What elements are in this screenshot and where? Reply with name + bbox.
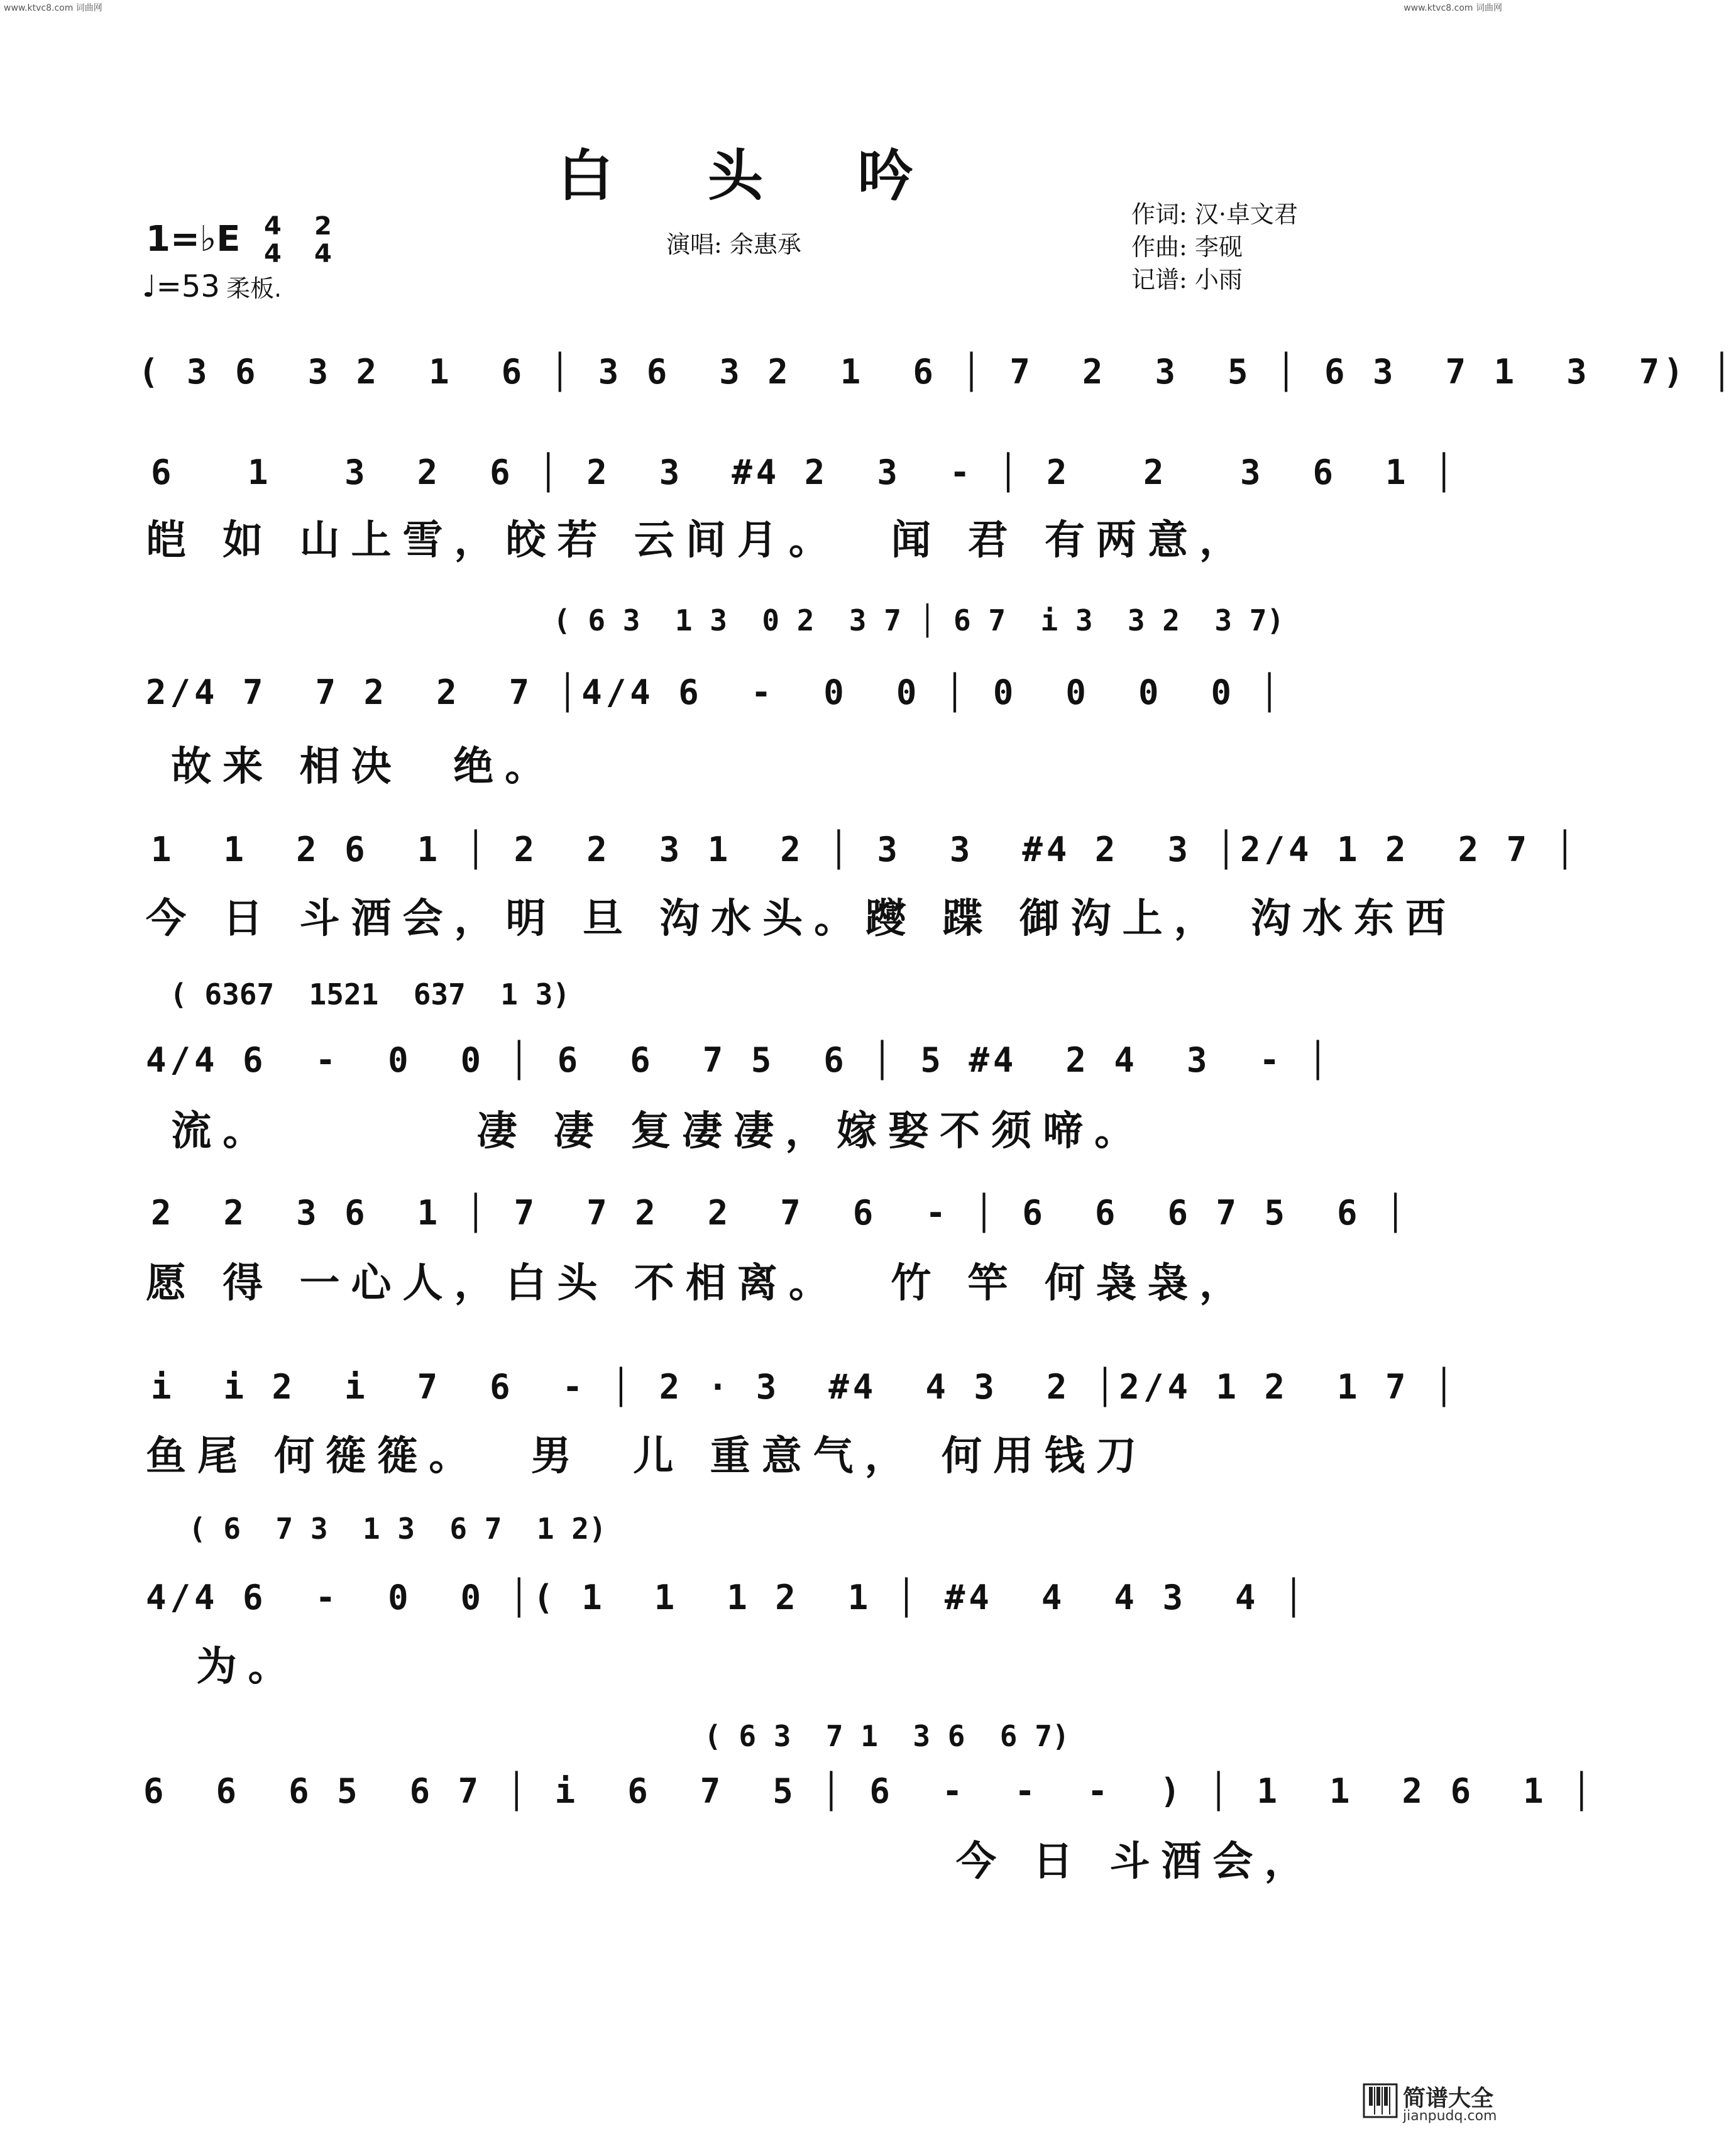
- time-signature-bottom: 4: [264, 239, 282, 268]
- page-title: 白 头 吟: [558, 143, 951, 208]
- time-signature-4-4: [264, 212, 282, 268]
- tempo-value: ♩=53: [142, 269, 220, 304]
- notation-row: 1 1 2 6 1 │ 2 2 3 1 2 │ 3 3 #4 2 3 │2/4 1 2 2 7 │: [151, 830, 1579, 869]
- time-signature-2-4: [314, 212, 332, 268]
- intro-row: ( 6367 1521 637 1 3): [170, 977, 570, 1011]
- time-signature-bottom: 4: [314, 239, 332, 268]
- singer-credit: 演唱: 余惠承: [666, 231, 801, 258]
- key-signature: 1=♭E: [146, 219, 241, 260]
- time-signature-top: 2: [314, 212, 332, 241]
- notation-row: i i 2 i 7 6 - │ 2 · 3 #4 4 3 2 │2/4 1 2 1 7 │: [151, 1367, 1458, 1407]
- logo-site: jianpudq.com: [1403, 2108, 1497, 2124]
- lyric-row: 愿 得 一心人，白头 不相离。 竹 竿 何袅袅，: [146, 1260, 1251, 1307]
- logo-name: 简谱大全: [1403, 2086, 1494, 2111]
- lyric-row: 鱼尾 何簁簁。 男 儿 重意气， 何用钱刀: [146, 1433, 1148, 1480]
- lyricist-credit: 作词: 汉·卓文君: [1131, 201, 1298, 228]
- intro-row: ( 6 3 7 1 3 6 6 7): [704, 1719, 1070, 1753]
- tempo: [142, 269, 282, 304]
- notation-row: 6 6 6 5 6 7 │ i 6 7 5 │ 6 - - - ) │ 1 1 2 6 1 │: [143, 1771, 1596, 1811]
- intro-row: ( 6 3 1 3 0 2 3 7 │ 6 7 i 3 3 2 3 7): [553, 603, 1285, 637]
- site-logo: [1364, 2081, 1502, 2128]
- header-url-left: www.ktvc8.com 词曲网: [4, 3, 102, 13]
- notation-row: ( 3 6 3 2 1 6 │ 3 6 3 2 1 6 │ 7 2 3 5 │ 6 3 7 1 3 7) │: [138, 352, 1736, 392]
- composer-credit: 作曲: 李砚: [1131, 233, 1243, 261]
- lyric-row: 故来 相决 绝。: [146, 743, 557, 790]
- lyric-row: 为。: [146, 1643, 300, 1690]
- lyric-row: 皑 如 山上雪，皎若 云间月。 闻 君 有两意，: [146, 517, 1251, 564]
- notation-row: 2/4 7 7 2 2 7 │4/4 6 - 0 0 │ 0 0 0 0 │: [146, 673, 1284, 712]
- time-signature-top: 4: [264, 212, 282, 241]
- transcriber-credit: 记谱: 小雨: [1131, 266, 1243, 294]
- notation-row: 2 2 3 6 1 │ 7 7 2 2 7 6 - │ 6 6 6 7 5 6 │: [151, 1193, 1410, 1233]
- intro-row: ( 6 7 3 1 3 6 7 1 2): [189, 1512, 607, 1546]
- lyric-row: 今 日 斗酒会，: [146, 1838, 1316, 1885]
- piano-icon: [1364, 2084, 1397, 2117]
- lyric-row: 今 日 斗酒会，明 旦 沟水头。躞 蹀 御沟上， 沟水东西: [146, 895, 1457, 942]
- notation-row: 4/4 6 - 0 0 │( 1 1 1 2 1 │ #4 4 4 3 4 │: [146, 1578, 1308, 1617]
- lyric-row: 流。 凄 凄 复凄凄，嫁娶不须啼。: [146, 1108, 1146, 1155]
- notation-row: 6 1 3 2 6 │ 2 3 #4 2 3 - │ 2 2 3 6 1 │: [151, 453, 1458, 492]
- header-url-right: www.ktvc8.com 词曲网: [1404, 3, 1502, 13]
- tempo-mark: 柔板.: [226, 275, 282, 302]
- notation-row: 4/4 6 - 0 0 │ 6 6 7 5 6 │ 5 #4 2 4 3 - │: [146, 1040, 1332, 1080]
